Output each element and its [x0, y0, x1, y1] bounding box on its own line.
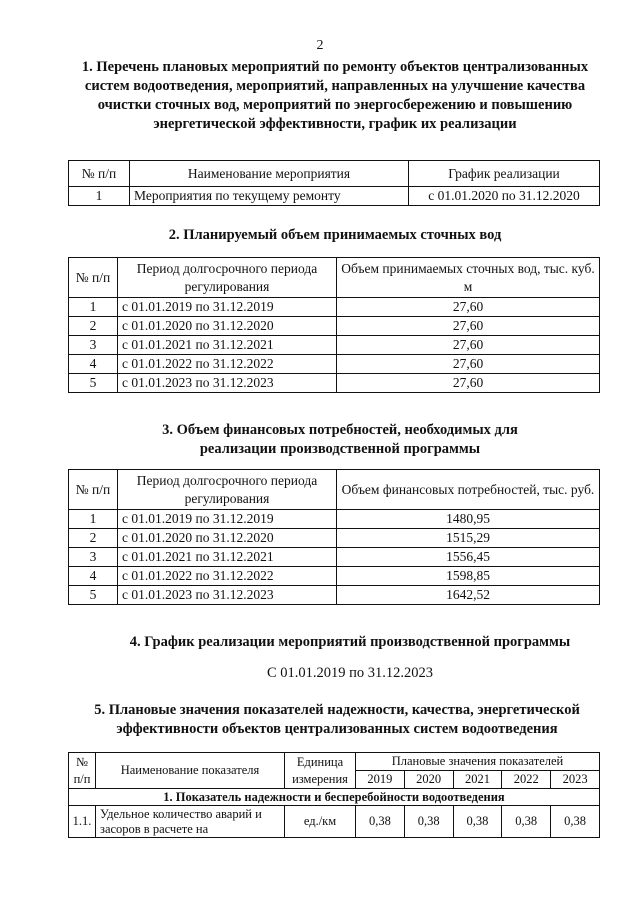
section4-title: 4. График реализации мероприятий производственной программы — [129, 634, 571, 650]
s5-header-year: 2023 — [551, 771, 600, 789]
table-row — [69, 529, 600, 548]
s3-cell-value: 1515,29 — [337, 529, 600, 548]
section4-period: С 01.01.2019 по 31.12.2023 — [266, 665, 434, 681]
s3-cell-num: 3 — [69, 548, 118, 567]
table-row — [69, 806, 600, 838]
table-row — [69, 586, 600, 605]
s3-cell-num: 4 — [69, 567, 118, 586]
page-number: 2 — [316, 38, 324, 53]
s1-header-name: Наименование мероприятия — [130, 161, 409, 187]
s2-header-num: № п/п — [69, 258, 118, 298]
s5-group-title: 1. Показатель надежности и бесперебойности водоотведения — [69, 789, 600, 806]
s3-cell-period: с 01.01.2020 по 31.12.2020 — [118, 529, 337, 548]
s2-cell-period: с 01.01.2021 по 31.12.2021 — [118, 336, 337, 355]
s2-cell-period: с 01.01.2023 по 31.12.2023 — [118, 374, 337, 393]
table-row — [69, 374, 600, 393]
section5-title: 5. Плановые значения показателей надежности, качества, энергетической эффективности объектов централизованных систем водоотведения — [94, 702, 580, 737]
section1-title: 1. Перечень плановых мероприятий по ремонту объектов централизованных систем водоотведения, мероприятий, направленных на улучшение качества очистки сточных вод, мероприятий по энергосбережению и повышению энергетической эффективности, график их реализации — [81, 59, 589, 132]
s5-header-planned: Плановые значения показателей — [356, 753, 600, 771]
s2-cell-period: с 01.01.2019 по 31.12.2019 — [118, 298, 337, 317]
section1-table — [68, 160, 600, 206]
s2-cell-num: 1 — [69, 298, 118, 317]
table-row — [69, 567, 600, 586]
table-row — [69, 317, 600, 336]
section5-table — [68, 752, 600, 838]
s2-cell-num: 2 — [69, 317, 118, 336]
s1-header-schedule: График реализации — [409, 161, 600, 187]
s1-header-num: № п/п — [69, 161, 130, 187]
s5-cell-name: Удельное количество аварий и засоров в расчете на — [96, 806, 285, 838]
s2-cell-num: 3 — [69, 336, 118, 355]
s5-cell-unit: ед./км — [285, 806, 356, 838]
s3-cell-value: 1642,52 — [337, 586, 600, 605]
s5-cell-value: 0,38 — [356, 806, 405, 838]
s5-header-unit: Единица измерения — [285, 753, 356, 789]
s5-header-year: 2021 — [453, 771, 502, 789]
s5-header-num: № п/п — [69, 753, 96, 789]
s3-header-num: № п/п — [69, 470, 118, 510]
s5-header-year: 2022 — [502, 771, 551, 789]
section3-title: 3. Объем финансовых потребностей, необходимых для реализации производственной программы — [162, 422, 518, 457]
s5-cell-value: 0,38 — [404, 806, 453, 838]
s2-cell-value: 27,60 — [337, 374, 600, 393]
table-row — [69, 336, 600, 355]
s3-cell-num: 1 — [69, 510, 118, 529]
s5-cell-num: 1.1. — [69, 806, 96, 838]
s3-cell-period: с 01.01.2023 по 31.12.2023 — [118, 586, 337, 605]
s1-cell-name: Мероприятия по текущему ремонту — [130, 187, 409, 206]
s1-cell-schedule: с 01.01.2020 по 31.12.2020 — [409, 187, 600, 206]
s3-cell-value: 1598,85 — [337, 567, 600, 586]
s2-cell-value: 27,60 — [337, 298, 600, 317]
s5-header-year: 2020 — [404, 771, 453, 789]
section3-table — [68, 469, 600, 605]
s2-cell-num: 5 — [69, 374, 118, 393]
s2-cell-value: 27,60 — [337, 355, 600, 374]
s5-header-name: Наименование показателя — [96, 753, 285, 789]
table-row — [69, 298, 600, 317]
section2-title: 2. Планируемый объем принимаемых сточных вод — [168, 227, 502, 243]
s5-cell-value: 0,38 — [502, 806, 551, 838]
s2-cell-value: 27,60 — [337, 317, 600, 336]
table-row — [69, 187, 600, 206]
s2-cell-period: с 01.01.2020 по 31.12.2020 — [118, 317, 337, 336]
s3-cell-value: 1556,45 — [337, 548, 600, 567]
s3-cell-num: 2 — [69, 529, 118, 548]
s3-cell-period: с 01.01.2019 по 31.12.2019 — [118, 510, 337, 529]
s2-cell-period: с 01.01.2022 по 31.12.2022 — [118, 355, 337, 374]
s3-cell-period: с 01.01.2022 по 31.12.2022 — [118, 567, 337, 586]
table-row — [69, 355, 600, 374]
s2-header-period: Период долгосрочного периода регулирования — [118, 258, 337, 298]
s2-cell-value: 27,60 — [337, 336, 600, 355]
s3-cell-period: с 01.01.2021 по 31.12.2021 — [118, 548, 337, 567]
s5-cell-value: 0,38 — [551, 806, 600, 838]
s5-cell-value: 0,38 — [453, 806, 502, 838]
s3-header-value: Объем финансовых потребностей, тыс. руб. — [337, 470, 600, 510]
table-row — [69, 510, 600, 529]
s2-header-value: Объем принимаемых сточных вод, тыс. куб. м — [337, 258, 600, 298]
s1-cell-num: 1 — [69, 187, 130, 206]
s3-cell-value: 1480,95 — [337, 510, 600, 529]
s3-cell-num: 5 — [69, 586, 118, 605]
s5-header-year: 2019 — [356, 771, 405, 789]
table-row — [69, 548, 600, 567]
s2-cell-num: 4 — [69, 355, 118, 374]
s3-header-period: Период долгосрочного периода регулирования — [118, 470, 337, 510]
section2-table — [68, 257, 600, 393]
